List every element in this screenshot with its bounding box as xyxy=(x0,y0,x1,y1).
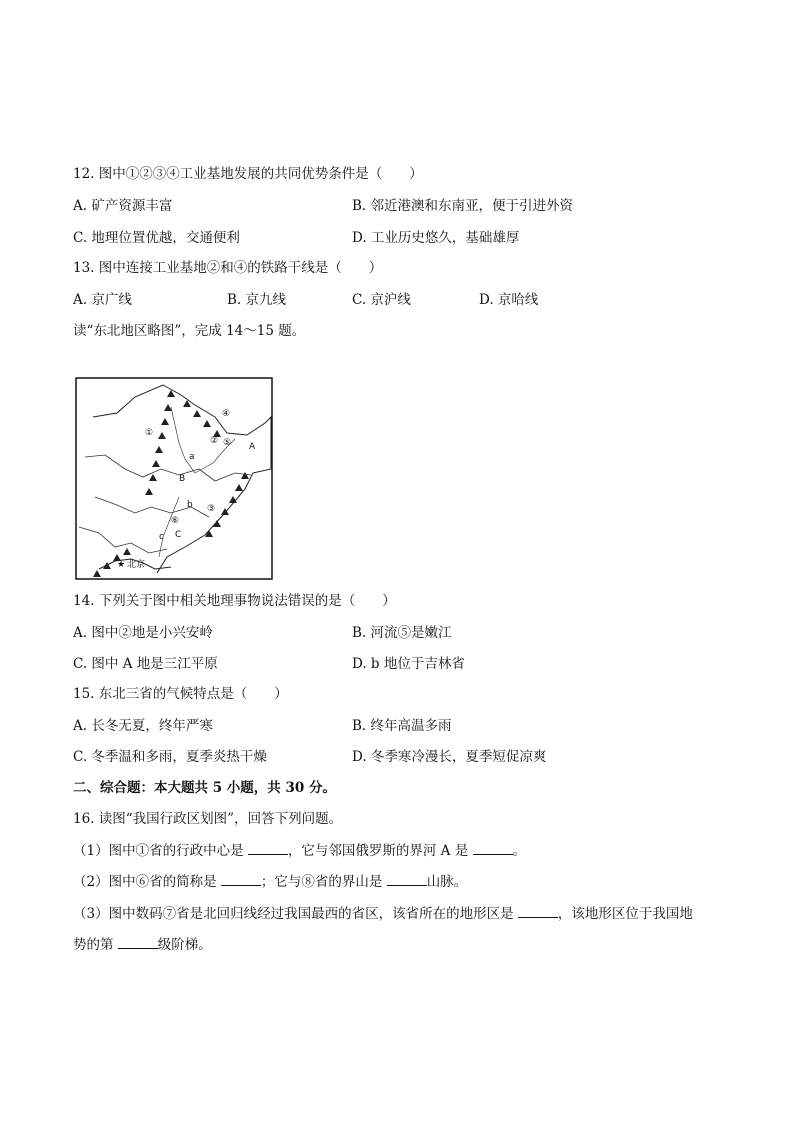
q14-option-b: B. 河流⑤是嫩江 xyxy=(352,625,452,641)
map-label-capital: 北京 xyxy=(127,560,146,570)
q15-option-c: C. 冬季温和多雨，夏季炎热干燥 xyxy=(73,749,267,765)
q13-stem: 13. 图中连接工业基地②和④的铁路干线是（ ） xyxy=(73,260,383,276)
map-label-B: B xyxy=(179,474,186,484)
q12-option-c: C. 地理位置优越，交通便利 xyxy=(73,230,240,246)
q13-option-d: D. 京哈线 xyxy=(479,292,539,308)
map-label-c: c xyxy=(159,532,164,542)
capital-star-icon: ★ xyxy=(117,560,126,570)
q15-stem: 15. 东北三省的气候特点是（ ） xyxy=(73,686,288,702)
map-label-C: C xyxy=(175,530,182,540)
q13-option-b: B. 京九线 xyxy=(227,292,287,308)
section-2-heading: 二、综合题：本大题共 5 小题，共 30 分。 xyxy=(73,780,336,796)
map-label-1: ① xyxy=(145,428,154,438)
answer-blank[interactable] xyxy=(118,936,158,949)
q16-part-3: （3）图中数码⑦省是北回归线经过我国最西的省区，该省所在的地形区是 ，该地形区位于我国地 xyxy=(73,906,693,922)
map-intro: 读“东北地区略图”，完成 14～15 题。 xyxy=(73,323,306,339)
q13-option-c: C. 京沪线 xyxy=(352,292,411,308)
q15-option-d: D. 冬季寒冷漫长，夏季短促凉爽 xyxy=(352,749,547,765)
map-label-a: a xyxy=(189,452,195,462)
answer-blank[interactable] xyxy=(221,873,261,886)
northeast-map xyxy=(75,377,273,580)
map-label-2: ② xyxy=(210,436,219,446)
q14-option-d: D. b 地位于吉林省 xyxy=(352,656,465,672)
map-label-4: ④ xyxy=(222,409,231,419)
q14-option-a: A. 图中②地是小兴安岭 xyxy=(73,625,213,641)
q14-stem: 14. 下列关于图中相关地理事物说法错误的是（ ） xyxy=(73,593,396,609)
q16-part-3-cont: 势的第 级阶梯。 xyxy=(73,937,212,953)
answer-blank[interactable] xyxy=(518,905,558,918)
q16-part-2: （2）图中⑥省的简称是 ；它与⑧省的界山是 山脉。 xyxy=(73,874,468,890)
q12-option-a: A. 矿产资源丰富 xyxy=(73,198,173,214)
answer-blank[interactable] xyxy=(387,873,427,886)
q15-option-b: B. 终年高温多雨 xyxy=(352,718,452,734)
q15-option-a: A. 长冬无夏，终年严寒 xyxy=(73,718,213,734)
q12-option-b: B. 邻近港澳和东南亚，便于引进外资 xyxy=(352,198,574,214)
q13-option-a: A. 京广线 xyxy=(73,292,132,308)
map-label-5: ⑤ xyxy=(223,438,232,448)
map-label-3: ③ xyxy=(207,504,216,514)
map-label-b: b xyxy=(187,500,193,510)
q12-option-d: D. 工业历史悠久，基础雄厚 xyxy=(352,230,520,246)
answer-blank[interactable] xyxy=(248,842,288,855)
answer-blank[interactable] xyxy=(473,842,513,855)
q16-stem: 16. 读图“我国行政区划图”，回答下列问题。 xyxy=(73,811,343,827)
q14-option-c: C. 图中 A 地是三江平原 xyxy=(73,656,218,672)
map-label-6: ⑥ xyxy=(171,516,180,526)
q16-part-1: （1）图中①省的行政中心是 ，它与邻国俄罗斯的界河 A 是 。 xyxy=(73,843,527,859)
map-label-A: A xyxy=(249,442,256,452)
q12-stem: 12. 图中①②③④工业基地发展的共同优势条件是（ ） xyxy=(73,166,423,182)
